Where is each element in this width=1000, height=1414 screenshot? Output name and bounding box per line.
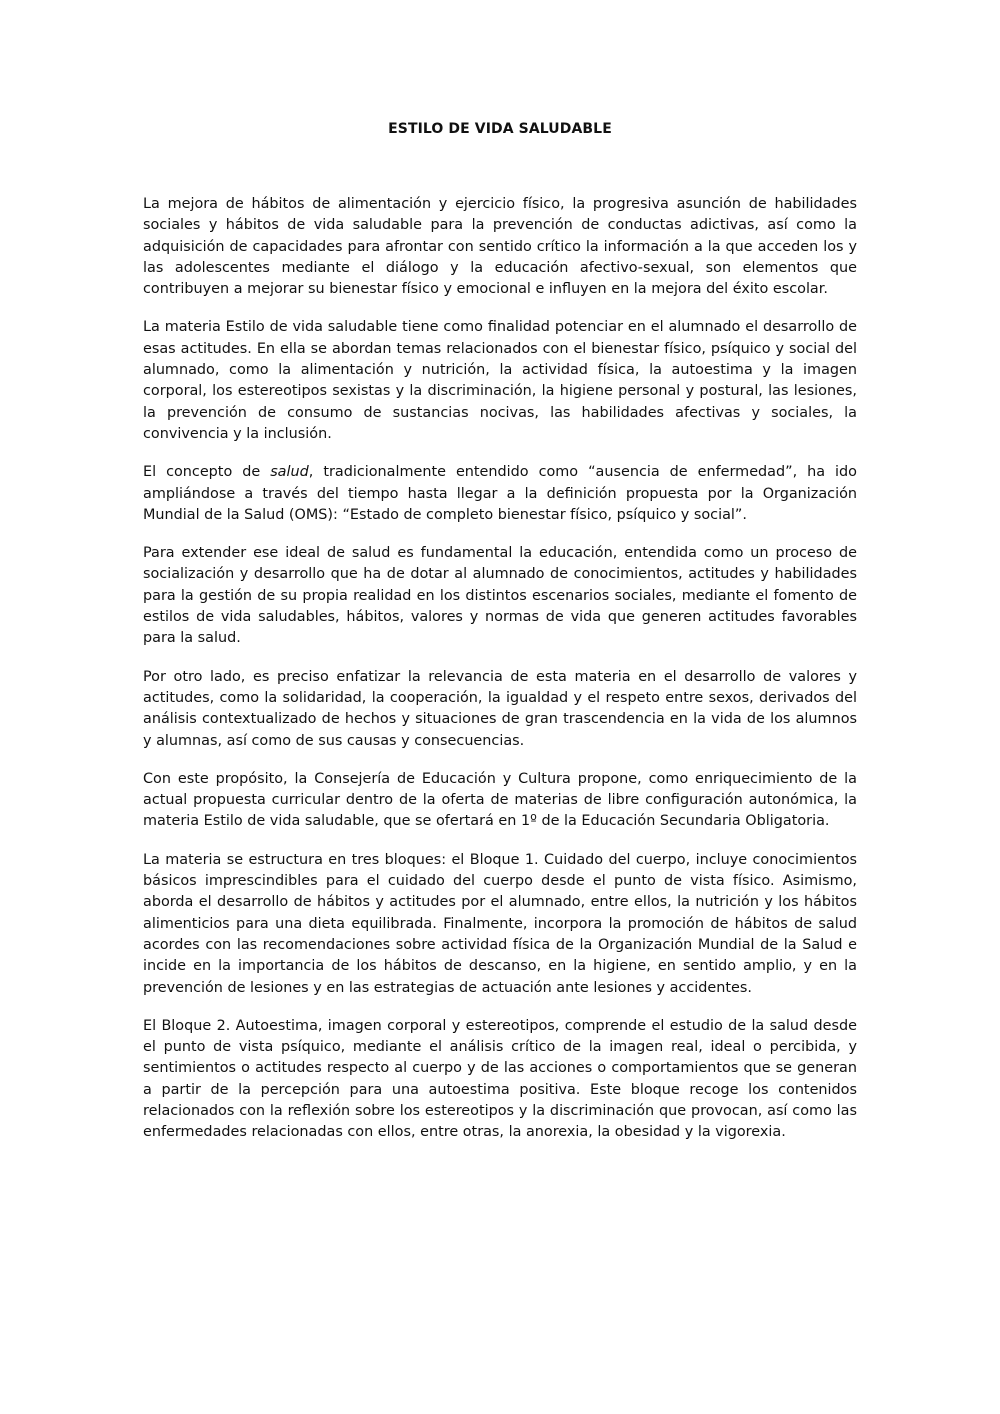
document-page [143, 0, 857, 1414]
paragraph-block-2: El Bloque 2. Autoestima, imagen corporal y estereotipos, comprende el estudio de la salud desde el punto de vista psíquico, mediante el análisis crítico de la imagen real, ideal o percibida, y sentimientos o actitudes respecto al cuerpo y de las acciones o comportamientos que se generan a partir de la percepción para una autoestima positiva. Este bloque recoge los contenidos relacionados con la reflexión sobre los estereotipos y la discriminación que provocan, así como las enfermedades relacionadas con ellos, entre otras, la anorexia, la obesidad y la vigorexia. [143, 1017, 857, 1141]
paragraph-education-role: Para extender ese ideal de salud es fundamental la educación, entendida como un proceso de socialización y desarrollo que ha de dotar al alumnado de conocimientos, actitudes y habilidades para la gestión de su propia realidad en los distintos escenarios sociales, mediante el fomento de estilos de vida saludables, hábitos, valores y normas de vida que generen actitudes favorables para la salud. [143, 545, 857, 647]
paragraph-values: Por otro lado, es preciso enfatizar la relevancia de esta materia en el desarrollo de valores y actitudes, como la solidaridad, la cooperación, la igualdad y el respeto entre sexos, derivados del análisis contextualizado de hechos y situaciones de gran trascendencia en la vida de los alumnos y alumnas, así como de sus causas y consecuencias. [143, 668, 857, 749]
document-title: ESTILO DE VIDA SALUDABLE [388, 121, 612, 137]
paragraph-proposal: Con este propósito, la Consejería de Educación y Cultura propone, como enriquecimiento de la actual propuesta curricular dentro de la oferta de materias de libre configuración autonómica, la materia Estilo de vida saludable, que se ofertará en 1º de la Educación Secundaria Obligatoria. [143, 770, 857, 830]
paragraph-health-concept-start: El concepto de [143, 464, 271, 481]
paragraph-subject-purpose: La materia Estilo de vida saludable tiene como finalidad potenciar en el alumnado el desarrollo de esas actitudes. En ella se abordan temas relacionados con el bienestar físico, psíquico y social del alumnado, como la alimentación y nutrición, la actividad física, la autoestima y la imagen corporal, los estereotipos sexistas y la discriminación, la higiene personal y postural, las lesiones, la prevención de consumo de sustancias nocivas, las habilidades afectivas y sociales, la convivencia y la inclusión. [143, 319, 857, 442]
paragraph-health-concept-end: , tradicionalmente entendido como “ausencia de enfermedad”, ha ido ampliándose a través del tiempo hasta llegar a la definición propuesta por la Organización Mundial de la Salud (OMS): “Estado de completo bienestar físico, psíquico y social”. [143, 464, 857, 523]
document-body [143, 194, 857, 1161]
paragraph-block-1: La materia se estructura en tres bloques: el Bloque 1. Cuidado del cuerpo, incluye conocimientos básicos imprescindibles para el cuidado del cuerpo desde el punto de vista físico. Asimismo, aborda el desarrollo de hábitos y actitudes por el alumnado, entre ellos, la nutrición y los hábitos alimenticios para una dieta equilibrada. Finalmente, incorpora la promoción de hábitos de salud acordes con las recomendaciones sobre actividad física de la Organización Mundial de la Salud e incide en la importancia de los hábitos de descanso, en la higiene, en sentido amplio, y en la prevención de lesiones y en las estrategias de actuación ante lesiones y accidentes. [143, 851, 857, 996]
paragraph-habits-intro: La mejora de hábitos de alimentación y ejercicio físico, la progresiva asunción de habilidades sociales y hábitos de vida saludable para la prevención de conductas adictivas, así como la adquisición de capacidades para afrontar con sentido crítico la información a la que acceden los y las adolescentes mediante el diálogo y la educación afectivo-sexual, son elementos que contribuyen a mejorar su bienestar físico y emocional e influyen en la mejora del éxito escolar. [143, 196, 857, 298]
emphasized-term-salud: salud [270, 464, 309, 481]
paragraph-health-concept [143, 462, 857, 526]
